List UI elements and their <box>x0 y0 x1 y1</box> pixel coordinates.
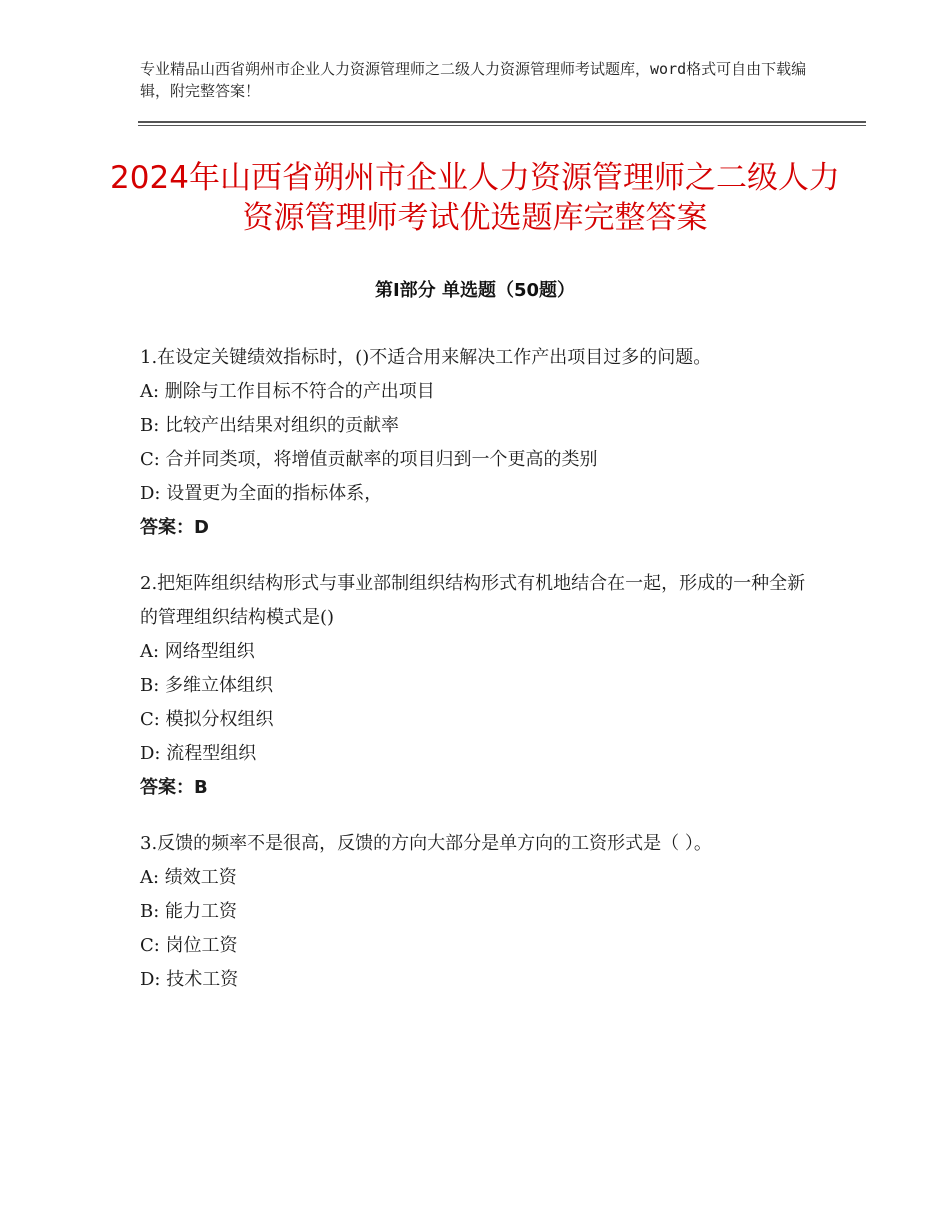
header-note: 专业精品山西省朔州市企业人力资源管理师之二级人力资源管理师考试题库，word格式可自由下载编辑，附完整答案！ <box>140 60 807 100</box>
option-b: B: 多维立体组织 <box>140 675 274 696</box>
option-c: C: 合并同类项，将增值贡献率的项目归到一个更高的类别 <box>140 449 598 470</box>
option-a: A: 绩效工资 <box>140 867 237 888</box>
header-divider-thin <box>138 125 866 126</box>
option-b: B: 比较产出结果对组织的贡献率 <box>140 415 400 436</box>
option-d: D: 技术工资 <box>140 969 239 990</box>
option-b: B: 能力工资 <box>140 901 238 922</box>
section-title: 第Ⅰ部分 单选题（50题） <box>374 280 575 301</box>
answer: 答案：B <box>140 777 208 798</box>
question-text: 2.把矩阵组织结构形式与事业部制组织结构形式有机地结合在一起，形成的一种全新的管理组织结构模式是() <box>140 573 806 628</box>
question-2 <box>140 567 820 805</box>
option-d: D: 设置更为全面的指标体系， <box>140 483 383 504</box>
option-c: C: 模拟分权组织 <box>140 709 274 730</box>
question-list <box>140 341 820 1019</box>
option-a: A: 网络型组织 <box>140 641 255 662</box>
question-text: 3.反馈的频率不是很高，反馈的方向大部分是单方向的工资形式是（ ）。 <box>140 833 712 854</box>
option-a: A: 删除与工作目标不符合的产出项目 <box>140 381 435 402</box>
question-text: 1.在设定关键绩效指标时，()不适合用来解决工作产出项目过多的问题。 <box>140 347 712 368</box>
option-c: C: 岗位工资 <box>140 935 238 956</box>
document-title: 2024年山西省朔州市企业人力资源管理师之二级人力资源管理师考试优选题库完整答案 <box>110 160 840 236</box>
option-d: D: 流程型组织 <box>140 743 257 764</box>
question-1 <box>140 341 820 545</box>
answer: 答案：D <box>140 517 209 538</box>
header-divider <box>138 121 866 123</box>
question-3 <box>140 827 820 997</box>
